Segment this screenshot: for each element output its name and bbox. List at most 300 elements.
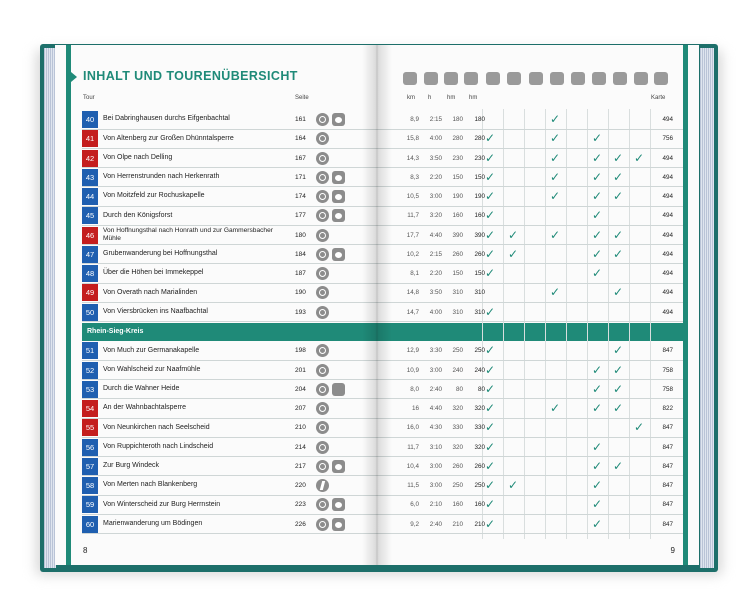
check-icon: ✓ [592,227,603,242]
tour-number-badge: 45 [82,207,98,224]
check-icon: ✓ [550,401,561,415]
descent-value: 310 [474,308,485,316]
descent-value: 320 [474,405,485,412]
ascent-value: 250 [452,482,463,489]
map-number: 847 [662,501,673,509]
tour-name[interactable]: Von Ruppichteroth nach Lindscheid [103,442,214,450]
ascent-value: 230 [452,154,463,162]
duration-value: 2:40 [429,385,442,393]
descent-value: 390 [474,231,485,239]
legend-icon-4 [464,72,478,85]
check-icon: ✓ [485,401,496,415]
duration-value: 3:00 [429,366,442,374]
check-icon: ✓ [550,285,561,300]
map-number: 494 [662,154,673,162]
duration-value: 4:40 [429,231,442,239]
round-trip-icon [316,421,329,434]
page-reference: 187 [295,270,306,277]
tour-number-badge: 57 [82,458,98,475]
legend-icon-8 [550,72,564,85]
check-icon: ✓ [613,362,624,377]
check-icon: ✓ [613,458,624,473]
tour-number-badge: 44 [82,188,98,205]
check-icon: ✓ [613,381,624,396]
km-value: 12,9 [406,347,419,355]
km-value: 15,8 [406,135,419,143]
page-reference: 193 [295,308,306,316]
check-icon: ✓ [550,227,561,242]
check-icon: ✓ [592,362,603,377]
check-icon: ✓ [592,401,603,415]
descent-value: 280 [474,135,485,143]
page-reference: 177 [295,212,306,220]
check-icon: ✓ [550,131,561,146]
duration-value: 3:00 [429,193,442,200]
ascent-value: 250 [452,347,463,355]
ascent-value: 320 [452,443,463,451]
page-reference: 201 [295,366,306,374]
page-number-left: 8 [83,546,88,555]
check-icon: ✓ [550,169,561,184]
column-header-hm-1: hm [447,95,456,101]
row-divider [377,186,683,187]
tour-name[interactable]: Von Wahlscheid zur Naafmühle [103,365,201,373]
ascent-value: 160 [452,501,463,509]
ascent-value: 260 [452,462,463,470]
ascent-value: 390 [452,231,463,239]
descent-value: 260 [474,462,485,470]
check-icon: ✓ [485,131,496,146]
check-icon: ✓ [485,227,496,242]
descent-value: 210 [474,520,485,528]
descent-value: 320 [474,443,485,451]
map-number: 494 [662,289,673,297]
legend-icon-10 [592,72,606,85]
check-icon: ✓ [485,343,496,358]
round-trip-icon [316,229,329,242]
check-icon: ✓ [613,246,624,261]
check-icon: ✓ [485,208,496,223]
descent-value: 250 [474,482,485,489]
descent-value: 230 [474,154,485,162]
map-number: 758 [662,366,673,374]
check-icon: ✓ [634,150,645,165]
legend-icon-9 [571,72,585,85]
map-number: 494 [662,231,673,239]
duration-value: 4:00 [429,308,442,316]
ascent-value: 190 [452,193,463,200]
family-icon [332,171,345,184]
descent-value: 160 [474,501,485,509]
tour-name[interactable]: Von Olpe nach Delling [103,153,173,161]
page-edges-right [700,48,714,568]
km-value: 8,3 [410,173,419,181]
page-reference: 223 [295,501,306,509]
region-header-bar-right [377,323,683,341]
tour-name[interactable]: Von Hoffnungsthal nach Honrath und zur Gammersbacher Mühle [103,226,273,242]
ascent-value: 80 [455,385,463,393]
tour-number-badge: 58 [82,477,98,494]
check-icon: ✓ [485,266,496,280]
terrain-icon [332,383,345,396]
check-icon: ✓ [592,381,603,396]
descent-value: 310 [474,289,485,297]
page-reference: 180 [295,231,306,239]
round-trip-icon [316,190,329,203]
tour-name[interactable]: Von Moitzfeld zur Rochuskapelle [103,192,205,200]
tour-number-badge: 59 [82,496,98,513]
tour-name[interactable]: Grubenwanderung bei Hoffnungsthal [103,250,218,257]
check-icon: ✓ [485,169,496,184]
ascent-value: 150 [452,173,463,181]
round-trip-icon [316,364,329,377]
km-value: 8,9 [410,116,419,123]
column-header-h: h [428,95,432,101]
row-divider [377,321,683,322]
row-divider [82,533,377,534]
family-icon [332,190,345,203]
ascent-value: 320 [452,405,463,412]
check-icon: ✓ [613,189,624,203]
km-value: 11,7 [407,212,419,220]
legend-icon-7 [529,72,543,85]
page-title: INHALT UND TOURENÜBERSICHT [83,69,298,83]
duration-value: 2:10 [429,501,442,509]
tour-name[interactable]: Von Neunkirchen nach Seelscheid [103,423,210,431]
row-divider [377,206,683,207]
check-icon: ✓ [485,439,496,454]
check-icon: ✓ [485,304,496,319]
legend-icon-5 [486,72,500,85]
tour-name[interactable]: Von Altenberg zur Großen Dhünntalsperre [103,134,234,142]
check-icon: ✓ [613,150,624,165]
map-number: 758 [662,385,673,393]
tour-number-badge: 42 [82,150,98,167]
map-number: 756 [662,135,673,143]
tour-number-badge: 43 [82,169,98,186]
check-icon: ✓ [485,420,496,435]
legend-icon-12 [634,72,648,85]
column-header-karte: Karte [651,95,666,101]
column-header-seite: Seite [295,95,309,101]
check-icon: ✓ [592,169,603,184]
duration-value: 3:00 [429,462,442,470]
map-number: 847 [662,443,673,451]
tour-number-badge: 53 [82,381,98,398]
page-reference: 161 [295,116,306,123]
km-value: 14,3 [406,154,419,162]
page-reference: 198 [295,347,306,355]
ascent-value: 310 [452,289,463,297]
km-value: 11,7 [407,443,419,451]
check-icon: ✓ [485,516,496,531]
family-icon [332,113,345,126]
family-icon [332,248,345,261]
duration-value: 2:20 [429,173,442,181]
check-icon: ✓ [485,246,496,261]
map-number: 822 [662,405,673,412]
row-divider [377,437,683,438]
tour-name[interactable]: Durch den Königsforst [103,211,173,219]
descent-value: 80 [477,385,485,393]
page-reference: 171 [295,173,306,181]
tour-number-badge: 52 [82,362,98,379]
ascent-value: 260 [452,250,463,258]
tour-name[interactable]: Von Merten nach Blankenberg [103,481,198,489]
tour-name[interactable]: Von Herrenstrunden nach Herkenrath [103,173,220,180]
duration-value: 3:30 [429,347,442,355]
check-icon: ✓ [485,458,496,473]
title-arrow-icon [71,72,77,82]
descent-value: 160 [474,212,485,220]
right-page [377,45,699,565]
round-trip-icon [316,132,329,145]
row-divider [377,398,683,399]
tour-number-badge: 48 [82,265,98,282]
map-number: 847 [662,482,673,489]
round-trip-icon [316,152,329,165]
left-page [55,45,377,565]
family-icon [332,460,345,473]
page-reference: 204 [295,385,306,393]
km-value: 14,7 [406,308,419,316]
duration-value: 3:20 [429,212,442,220]
tour-name[interactable]: An der Wahnbachtalsperre [103,404,187,412]
tour-number-badge: 40 [82,111,98,128]
row-divider [82,321,377,322]
duration-value: 2:15 [429,250,442,258]
ascent-value: 160 [452,212,463,220]
round-trip-icon [316,209,329,222]
map-number: 494 [662,308,673,316]
round-trip-icon [316,171,329,184]
map-number: 494 [662,212,673,220]
duration-value: 4:40 [429,405,442,412]
page-reference: 164 [295,135,306,143]
ascent-value: 310 [452,308,463,316]
duration-value: 3:00 [429,482,442,489]
check-icon: ✓ [508,227,519,242]
tour-number-badge: 60 [82,516,98,533]
tour-number-badge: 49 [82,284,98,301]
row-divider [377,263,683,264]
tour-name[interactable]: Durch die Wahner Heide [103,385,180,392]
round-trip-icon [316,460,329,473]
duration-value: 4:00 [429,135,442,143]
row-divider [377,283,683,284]
descent-value: 150 [474,270,485,277]
check-icon: ✓ [485,150,496,165]
row-divider [377,514,683,515]
ascent-value: 330 [452,424,463,432]
tour-name[interactable]: Von Much zur Germanakapelle [103,346,200,354]
tour-number-badge: 46 [82,227,98,244]
page-reference: 184 [295,250,306,258]
row-divider [377,533,683,534]
row-divider [377,475,683,476]
check-icon: ✓ [485,362,496,377]
legend-icon-3 [444,72,458,85]
check-icon: ✓ [485,478,496,492]
check-icon: ✓ [508,246,519,261]
row-divider [377,244,683,245]
check-icon: ✓ [485,497,496,512]
check-icon: ✓ [592,246,603,261]
duration-value: 2:20 [429,270,442,277]
page-reference: 210 [295,424,306,432]
check-icon: ✓ [592,150,603,165]
family-icon [332,209,345,222]
descent-value: 240 [474,366,485,374]
round-trip-icon [316,248,329,261]
km-value: 10,9 [406,366,419,374]
km-value: 16,0 [406,424,419,432]
duration-value: 3:50 [429,154,442,162]
check-icon: ✓ [592,208,603,223]
check-icon: ✓ [550,189,561,203]
round-trip-icon [316,267,329,280]
ascent-value: 240 [452,366,463,374]
check-icon: ✓ [592,266,603,280]
ascent-value: 180 [452,116,463,123]
tour-number-badge: 55 [82,419,98,436]
map-number: 494 [662,250,673,258]
round-trip-icon [316,383,329,396]
duration-value: 2:15 [429,116,442,123]
tour-name[interactable]: Von Winterscheid zur Burg Herrnstein [103,500,221,508]
row-divider [377,495,683,496]
page-reference: 167 [295,154,306,162]
legend-icon-6 [507,72,521,85]
descent-value: 190 [474,193,485,200]
row-divider [377,456,683,457]
km-value: 10,4 [406,462,419,470]
round-trip-icon [316,498,329,511]
map-number: 847 [662,347,673,355]
legend-icon-11 [613,72,627,85]
map-number: 847 [662,424,673,432]
tour-name[interactable]: Zur Burg Windeck [103,462,160,469]
duration-value: 2:40 [429,520,442,528]
check-icon: ✓ [613,343,624,358]
km-value: 10,5 [406,193,419,200]
descent-value: 180 [474,116,485,123]
km-value: 14,8 [406,289,419,297]
right-accent-bar [683,45,688,565]
round-trip-icon [316,286,329,299]
row-divider [377,302,683,303]
descent-value: 260 [474,250,485,258]
page-reference: 214 [295,443,306,451]
descent-value: 330 [474,424,485,432]
tour-name[interactable]: Bei Dabringhausen durchs Eifgenbachtal [103,115,230,123]
row-divider [377,225,683,226]
tour-number-badge: 47 [82,246,98,263]
left-accent-bar [66,45,71,565]
page-reference: 217 [295,462,306,470]
page-reference: 220 [295,482,306,489]
check-icon: ✓ [508,478,519,492]
tour-number-badge: 51 [82,342,98,359]
tour-name[interactable]: Von Overath nach Marialinden [103,288,198,296]
page-reference: 226 [295,520,306,528]
tour-number-badge: 56 [82,439,98,456]
descent-value: 250 [474,347,485,355]
check-icon: ✓ [550,150,561,165]
map-number: 494 [662,270,673,277]
column-header-hm-2: hm [469,95,478,101]
family-icon [332,518,345,531]
ascent-value: 210 [452,520,463,528]
column-header-km: km [407,95,415,101]
row-divider [377,360,683,361]
map-number: 847 [662,520,673,528]
km-value: 17,7 [406,231,419,239]
map-number: 494 [662,173,673,181]
check-icon: ✓ [613,285,624,300]
check-icon: ✓ [592,516,603,531]
tour-number-badge: 50 [82,304,98,321]
family-icon [332,498,345,511]
km-value: 6,0 [410,501,419,509]
tour-name[interactable]: Über die Höhen bei Immekeppel [103,269,204,277]
row-divider [377,129,683,130]
tour-name[interactable]: Marienwanderung um Bödingen [103,519,203,527]
legend-icon-13 [654,72,668,85]
tour-number-badge: 41 [82,130,98,147]
km-value: 10,2 [406,250,419,258]
round-trip-icon [316,441,329,454]
descent-value: 150 [474,173,485,181]
duration-value: 4:30 [429,424,442,432]
round-trip-icon [316,344,329,357]
map-number: 494 [662,193,673,200]
check-icon: ✓ [634,420,645,435]
round-trip-icon [316,402,329,415]
round-trip-icon [316,306,329,319]
tour-name[interactable]: Von Viersbrücken ins Naafbachtal [103,307,208,315]
check-icon: ✓ [485,189,496,203]
check-icon: ✓ [592,189,603,203]
check-icon: ✓ [592,439,603,454]
check-icon: ✓ [592,131,603,146]
check-icon: ✓ [592,478,603,492]
row-divider [377,379,683,380]
km-value: 8,1 [410,270,419,277]
check-icon: ✓ [485,381,496,396]
duration-value: 3:10 [429,443,442,451]
map-number: 494 [662,116,673,123]
km-value: 9,2 [410,520,419,528]
tour-number-badge: 54 [82,400,98,417]
legend-icon-1 [403,72,417,85]
map-number: 847 [662,462,673,470]
round-trip-icon [316,113,329,126]
km-value: 11,5 [407,482,419,489]
check-icon: ✓ [613,401,624,415]
page-reference: 174 [295,193,306,200]
ascent-value: 150 [452,270,463,277]
page-number-right: 9 [670,546,675,555]
row-divider [377,167,683,168]
page-reference: 190 [295,289,306,297]
km-value: 8,0 [410,385,419,393]
region-header: Rhein-Sieg-Kreis [82,323,377,341]
check-icon: ✓ [592,497,603,512]
column-header-tour: Tour [83,95,95,101]
round-trip-icon [316,518,329,531]
check-icon: ✓ [613,169,624,184]
